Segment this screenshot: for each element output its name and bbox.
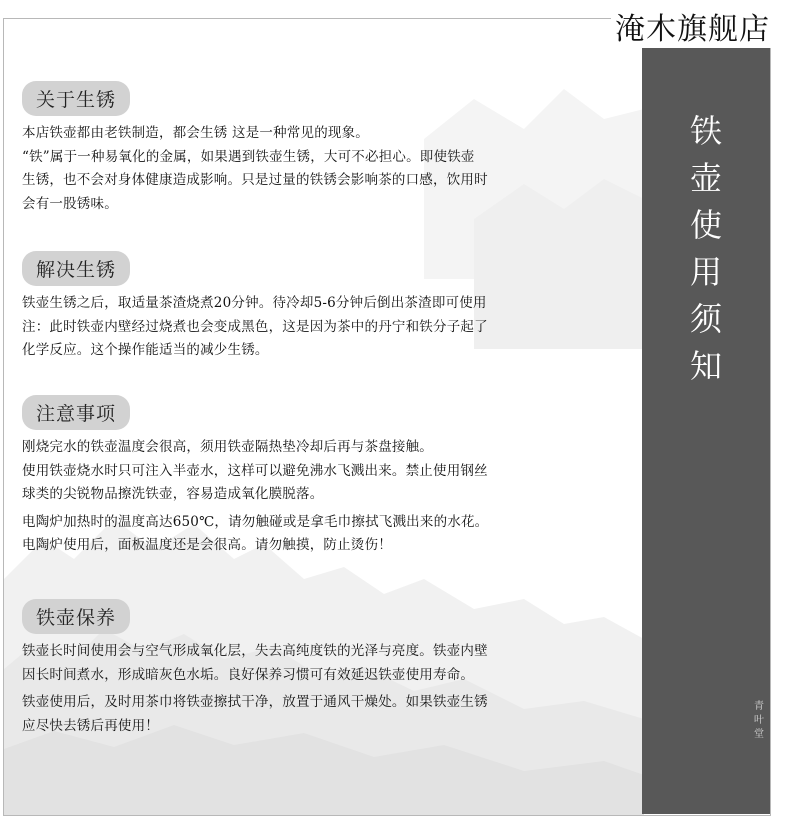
- text-line: 使用铁壶烧水时只可注入半壶水，这样可以避免沸水飞溅出来。禁止使用钢丝: [22, 462, 488, 479]
- section-rust-info: [22, 81, 622, 216]
- text-line: 应尽快去锈后再使用！: [22, 717, 159, 734]
- section-paragraph: [22, 691, 622, 738]
- text-line: 铁壶使用后，及时用茶巾将铁壶擦拭干净，放置于通风干燥处。如果铁壶生锈: [22, 694, 488, 710]
- text-line: 铁壶长时间使用会与空气形成氧化层，失去高纯度铁的光泽与亮度。铁壶内壁: [22, 643, 488, 659]
- side-stamp-char: 堂: [754, 729, 764, 740]
- section-heading: 注意事项: [22, 395, 130, 430]
- text-line: “铁”属于一种易氧化的金属，如果遇到铁壶生锈，大可不必担心。即使铁壶: [22, 148, 475, 165]
- side-stamp: [754, 700, 764, 742]
- text-line: 会有一股锈味。: [22, 195, 118, 212]
- text-line: 电陶炉加热时的温度高达650℃，请勿触碰或是拿毛巾擦拭飞溅出来的水花。: [22, 513, 489, 530]
- text-line: 因长时间煮水，形成暗灰色水垢。良好保养习惯可有效延迟铁壶使用寿命。: [22, 666, 475, 683]
- section-paragraph: [22, 122, 622, 216]
- side-title-char: 使: [689, 206, 722, 244]
- section-precautions: [22, 395, 622, 558]
- section-rust-fix: [22, 251, 622, 363]
- section-paragraph: [22, 640, 622, 687]
- notice-content: [4, 19, 644, 815]
- side-title-char: 知: [689, 347, 722, 385]
- section-maintenance: [22, 599, 622, 738]
- side-title-char: 须: [689, 300, 722, 338]
- text-line: 本店铁壶都由老铁制造，都会生锈 这是一种常见的现象。: [22, 125, 369, 141]
- side-title-char: 铁: [689, 112, 722, 150]
- side-stamp-char: 叶: [754, 715, 764, 726]
- side-title-panel: [642, 20, 770, 814]
- shop-name: 淹木旗舰店: [611, 4, 774, 48]
- section-paragraph: [22, 511, 622, 558]
- side-title-char: 壶: [689, 159, 722, 197]
- text-line: 化学反应。这个操作能适当的减少生锈。: [22, 342, 269, 358]
- text-line: 刚烧完水的铁壶温度会很高，须用铁壶隔热垫冷却后再与茶盘接触。: [22, 439, 433, 455]
- text-line: 铁壶生锈之后，取适量茶渣烧煮20分钟。待冷却5-6分钟后倒出茶渣即可使用: [22, 295, 487, 311]
- section-paragraph: [22, 436, 622, 507]
- side-title: [642, 108, 770, 390]
- side-title-char: 用: [689, 253, 722, 291]
- text-line: 电陶炉使用后，面板温度还是会很高。请勿触摸，防止烫伤！: [22, 537, 392, 553]
- section-heading: 铁壶保养: [22, 599, 130, 634]
- text-line: 注：此时铁壶内壁经过烧煮也会变成黑色，这是因为茶中的丹宁和铁分子起了: [22, 318, 488, 335]
- side-stamp-char: 青: [754, 701, 764, 712]
- text-line: 球类的尖锐物品擦洗铁壶，容易造成氧化膜脱落。: [22, 486, 324, 502]
- section-heading: 解决生锈: [22, 251, 130, 286]
- section-paragraph: [22, 292, 622, 363]
- text-line: 生锈，也不会对身体健康造成影响。只是过量的铁锈会影响茶的口感，饮用时: [22, 172, 488, 188]
- section-heading: 关于生锈: [22, 81, 130, 116]
